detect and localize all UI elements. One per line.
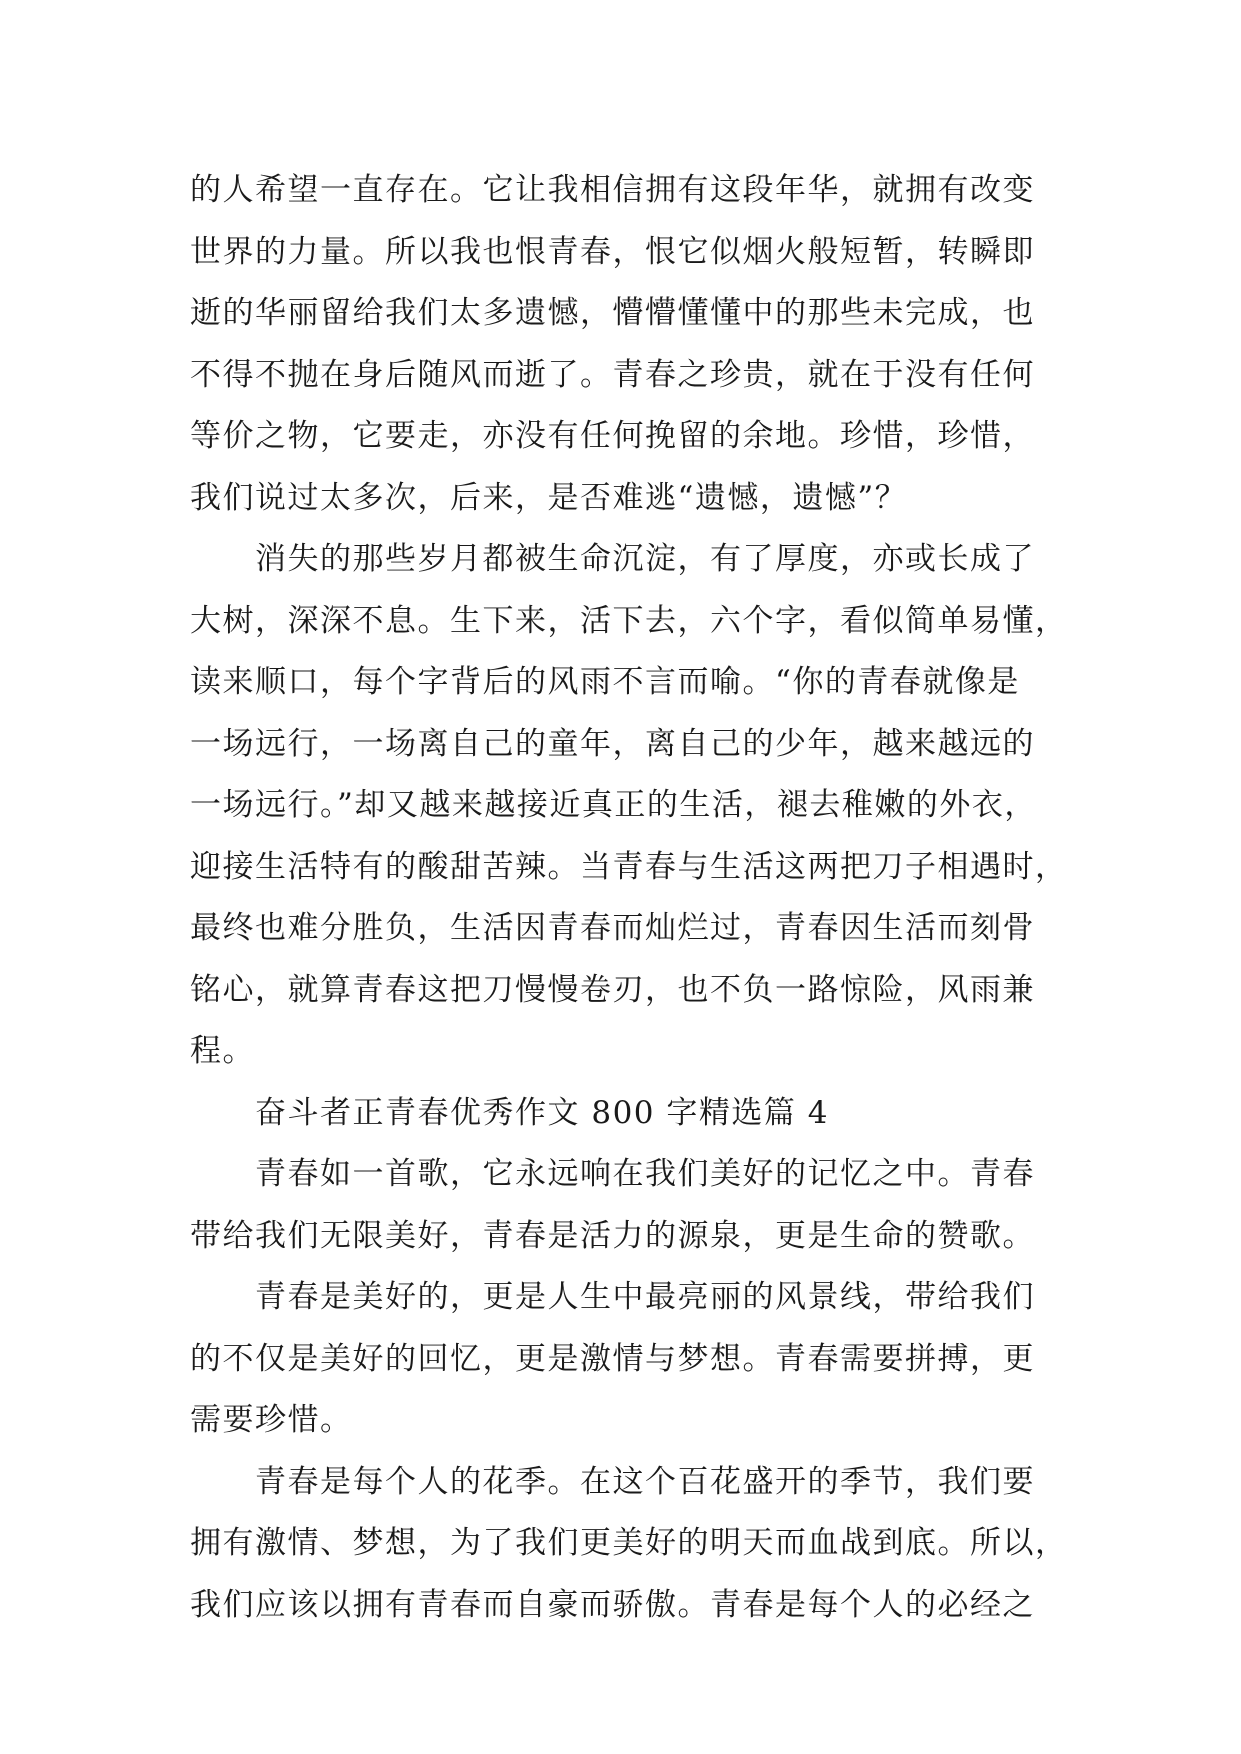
text-line: 我们应该以拥有青春而自豪而骄傲。青春是每个人的必经之 <box>190 1586 1035 1623</box>
text-line: 一场远行。”却又越来越接近真正的生活，褪去稚嫩的外衣， <box>190 787 1037 823</box>
text-line: 读来顺口，每个字背后的风雨不言而喻。“你的青春就像是 <box>190 664 1020 700</box>
text-line: 程。 <box>190 1033 255 1069</box>
text-line: 需要珍惜。 <box>190 1402 353 1438</box>
text-line: 最终也难分胜负，生活因青春而灿烂过，青春因生活而刻骨 <box>190 910 1035 946</box>
text-line: 世界的力量。所以我也恨青春，恨它似烟火般短暂，转瞬即 <box>190 233 1035 270</box>
text-line: 青春如一首歌，它永远响在我们美好的记忆之中。青春 <box>190 1156 1035 1192</box>
text-line: 的人希望一直存在。它让我相信拥有这段年华，就拥有改变 <box>190 172 1035 208</box>
text-line: 我们说过太多次，后来，是否难逃“遗憾，遗憾”？ <box>190 479 908 516</box>
text-line: 迎接生活特有的酸甜苦辣。当青春与生活这两把刀子相遇时， <box>190 848 1068 885</box>
text-line: 拥有激情、梦想，为了我们更美好的明天而血战到底。所以， <box>190 1525 1068 1561</box>
section-heading: 奋斗者正青春优秀作文 800 字精选篇 4 <box>190 1094 829 1131</box>
text-line: 铭心，就算青春这把刀慢慢卷刃，也不负一路惊险，风雨兼 <box>190 971 1035 1008</box>
text-line: 不得不抛在身后随风而逝了。青春之珍贵，就在于没有任何 <box>190 356 1035 393</box>
text-line: 等价之物，它要走，亦没有任何挽留的余地。珍惜，珍惜， <box>190 418 1035 454</box>
text-line: 逝的华丽留给我们太多遗憾，懵懵懂懂中的那些未完成，也 <box>190 295 1035 331</box>
text-line: 带给我们无限美好，青春是活力的源泉，更是生命的赞歌。 <box>190 1217 1035 1254</box>
text-line: 消失的那些岁月都被生命沉淀，有了厚度，亦或长成了 <box>190 541 1035 577</box>
text-line: 的不仅是美好的回忆，更是激情与梦想。青春需要拼搏，更 <box>190 1340 1035 1377</box>
essay-text <box>190 160 1070 1636</box>
text-line: 一场远行，一场离自己的童年，离自己的少年，越来越远的 <box>190 725 1035 762</box>
text-line: 青春是每个人的花季。在这个百花盛开的季节，我们要 <box>190 1463 1035 1500</box>
text-line: 青春是美好的，更是人生中最亮丽的风景线，带给我们 <box>190 1279 1035 1315</box>
text-line: 大树，深深不息。生下来，活下去，六个字，看似简单易懂， <box>190 602 1068 639</box>
